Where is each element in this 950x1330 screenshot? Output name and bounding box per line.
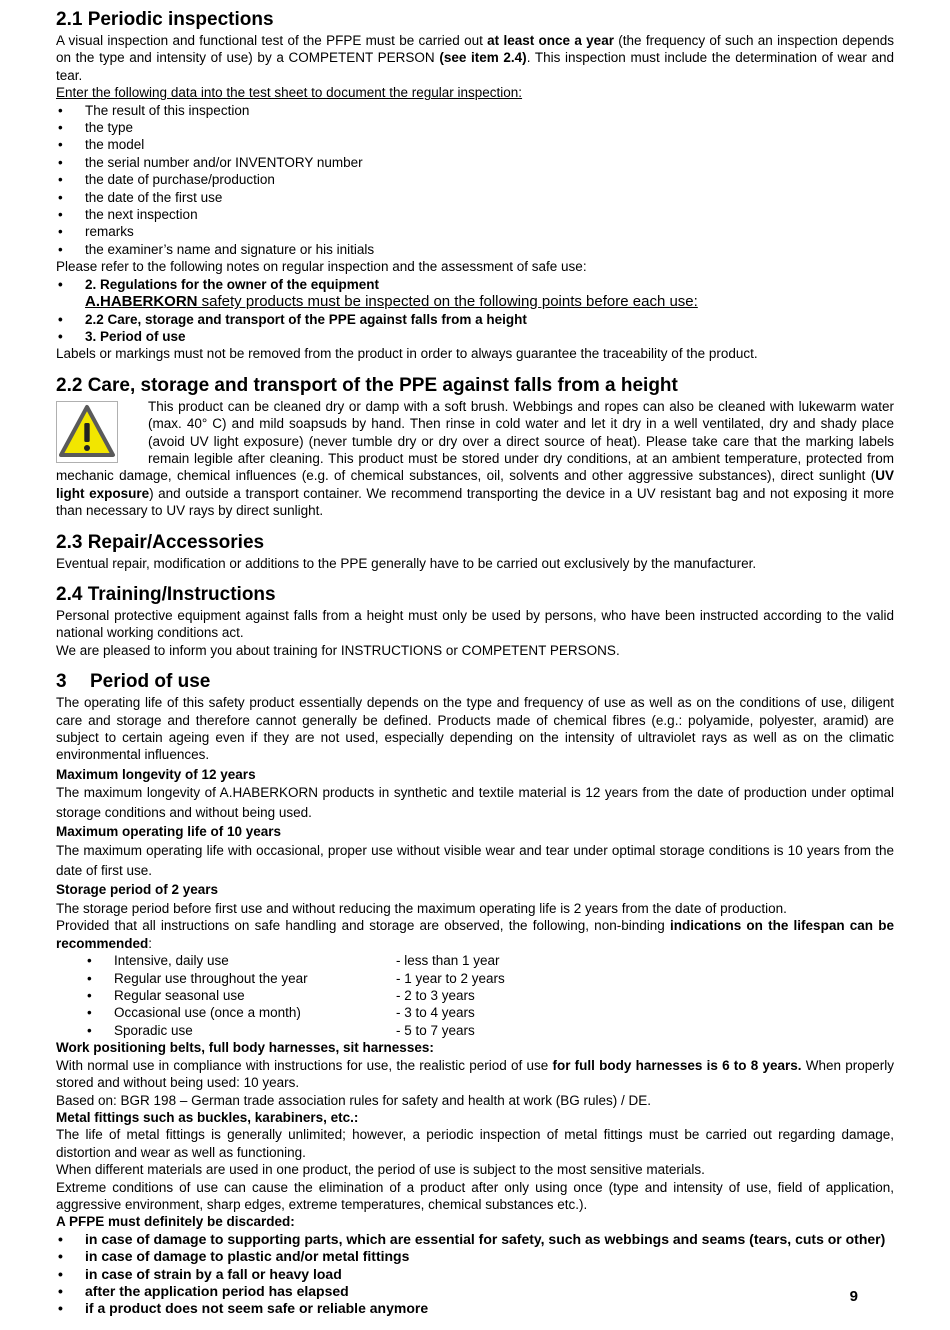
- discard-heading: A PFPE must definitely be discarded:: [56, 1214, 295, 1230]
- storage-text: The storage period before first use and without reducing the maximum operating life is 2 years from the date of production.: [56, 901, 787, 917]
- max-longevity-text: The maximum longevity of A.HABERKORN products in synthetic and textile material is 12 years from the date of production under optimal storage conditions and without being used.: [56, 785, 894, 821]
- test-sheet-list: [56, 102, 894, 259]
- storage-heading: Storage period of 2 years: [56, 881, 219, 897]
- list-item: • 3. Period of use: [56, 328, 894, 345]
- section-2-1-paragraph: A visual inspection and functional test of the PFPE must be carried out at least once a year (the frequency of such an inspection depends on the type and intensity of use) by a COMPETENT PERSON (see item 2.4). This inspection must include the determination of wear and tear.: [56, 33, 895, 83]
- document-page: [56, 8, 894, 1318]
- list-item: • the serial number and/or INVENTORY number: [56, 154, 894, 171]
- section-2-4-title: 2.4 Training/Instructions: [56, 583, 276, 605]
- section-3-title: 3 Period of use: [56, 671, 211, 693]
- max-operating-heading: Maximum operating life of 10 years: [56, 824, 282, 840]
- metal-fittings-text: The life of metal fittings is generally unlimited; however, a periodic inspection of metal fittings must be carried out regarding damage, distortion and wear as well as functioning.: [56, 1127, 894, 1160]
- training-text-1: Personal protective equipment against falls from a height must only be used by persons, who have been instructed according to the valid national working conditions act.: [56, 607, 894, 641]
- max-longevity-heading: Maximum longevity of 12 years: [56, 766, 256, 782]
- list-item: • in case of damage to supporting parts, which are essential for safety, such as webbings and seams (tears, cuts or other): [56, 1231, 894, 1248]
- list-item: • Sporadic use - 5 to 7 years: [56, 1022, 894, 1039]
- lifespan-list: [56, 952, 894, 1039]
- list-item: • 2. Regulations for the owner of the equipment A.HABERKORN safety products must be inspected on the following points before each use:: [56, 276, 894, 311]
- list-item: • the examiner’s name and signature or his initials: [56, 241, 894, 258]
- list-item: • the model: [56, 136, 894, 153]
- list-item: • in case of strain by a fall or heavy load: [56, 1266, 894, 1283]
- work-positioning-heading: Work positioning belts, full body harnesses, sit harnesses:: [56, 1040, 434, 1056]
- labels-note: Labels or markings must not be removed from the product in order to always guarantee the traceability of the product.: [56, 346, 758, 362]
- list-item: • The result of this inspection: [56, 102, 894, 119]
- max-operating-text: The maximum operating life with occasional, proper use without visible wear and tear under optimal storage conditions is 10 years from the date of first use.: [56, 842, 894, 878]
- list-item: • Regular seasonal use - 2 to 3 years: [56, 987, 894, 1004]
- section-2-1-title: 2.1 Periodic inspections: [56, 9, 274, 30]
- extreme-conditions-text: Extreme conditions of use can cause the elimination of a product after only using once (type and intensity of use, field of application, aggressive environment, sharp edges, extreme temperatures, chemical substances etc.).: [56, 1179, 894, 1212]
- list-item: • the next inspection: [56, 206, 894, 223]
- metal-fittings-heading: Metal fittings such as buckles, karabiners, etc.:: [56, 1109, 359, 1125]
- training-text-2: We are pleased to inform you about training for INSTRUCTIONS or COMPETENT PERSONS.: [56, 642, 620, 658]
- list-item: • remarks: [56, 223, 894, 240]
- notes-list: [56, 276, 894, 346]
- section-2-3-title: 2.3 Repair/Accessories: [56, 531, 265, 553]
- list-item: • the date of purchase/production: [56, 171, 894, 188]
- page-number: 9: [849, 1288, 858, 1305]
- care-storage-block: [56, 398, 894, 520]
- list-item: • if a product does not seem safe or reliable anymore: [56, 1300, 894, 1317]
- lifespan-intro: Provided that all instructions on safe handling and storage are observed, the following, non-binding indications on the lifespan can be recommended:: [56, 918, 894, 951]
- list-item: • after the application period has elapsed: [56, 1283, 894, 1300]
- list-item: • Occasional use (once a month) - 3 to 4 years: [56, 1004, 894, 1021]
- list-item: • Intensive, daily use - less than 1 year: [56, 952, 894, 969]
- care-storage-text: This product can be cleaned dry or damp with a soft brush. Webbings and ropes can also be cleaned with lukewarm water (max. 40° C) and mild soapsuds by hand. Then rinse in cold water and let it dry in a well ventilated, dry and shady place (avoid UV light exposure) (never tumble dry or dry over a direct source of heat). Please take care that the marking labels remain legible after cleaning. This product must be stored under dry conditions, at an ambient temperature, protected from mechanic damage, chemical influences (e.g. of chemical substances, oil, solvents and other aggressive substances), direct sunlight (UV light exposure) and outside a transport container. We recommend transporting the device in a UV resistant bag and not exposing it more than necessary to UV rays by direct sunlight.: [56, 398, 894, 519]
- section-2-2-title: 2.2 Care, storage and transport of the PPE against falls from a height: [56, 374, 678, 396]
- list-item: • the date of the first use: [56, 189, 894, 206]
- based-on-text: Based on: BGR 198 – German trade association rules for safety and health at work (BG rules) / DE.: [56, 1092, 652, 1108]
- list-item: • in case of damage to plastic and/or metal fittings: [56, 1248, 894, 1265]
- discard-list: [56, 1231, 894, 1318]
- materials-text: When different materials are used in one product, the period of use is subject to the most sensitive materials.: [56, 1162, 705, 1178]
- list-item: • 2.2 Care, storage and transport of the PPE against falls from a height: [56, 311, 894, 328]
- period-intro: The operating life of this safety product essentially depends on the type and frequency of use as well as on the conditions of use, diligent care and storage and therefore cannot generally be defined. Products made of chemical fibres (e.g.: polyamide, polyester, aramid) are subject to certain ageing even if they are not used, especially depending on the intensity of ultraviolet rays as well as on the climatic environmental influences.: [56, 695, 894, 763]
- warning-triangle-icon: [56, 401, 118, 463]
- repair-text: Eventual repair, modification or additions to the PPE generally have to be carried out exclusively by the manufacturer.: [56, 555, 757, 571]
- test-sheet-instruction: Enter the following data into the test sheet to document the regular inspection:: [56, 85, 523, 101]
- list-item: • the type: [56, 119, 894, 136]
- list-item: • Regular use throughout the year - 1 year to 2 years: [56, 970, 894, 987]
- work-positioning-text: With normal use in compliance with instructions for use, the realistic period of use for full body harnesses is 6 to 8 years. When properly stored and without being used: 10 years.: [56, 1057, 895, 1091]
- refer-notes: Please refer to the following notes on regular inspection and the assessment of safe use:: [56, 259, 587, 275]
